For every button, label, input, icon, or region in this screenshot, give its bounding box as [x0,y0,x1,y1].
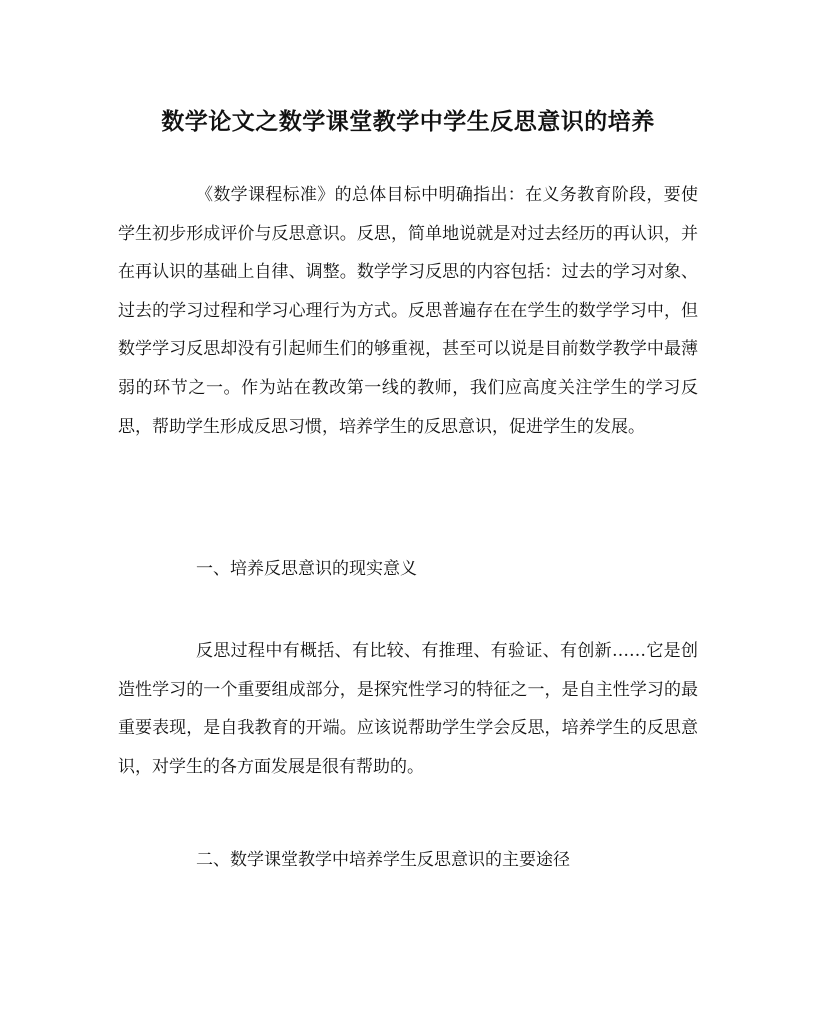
section-heading-2: 二、数学课堂教学中培养学生反思意识的主要途径 [196,850,570,870]
document-title: 数学论文之数学课堂教学中学生反思意识的培养 [161,108,655,135]
section-heading-1: 一、培养反思意识的现实意义 [196,559,417,579]
intro-paragraph: 《数学课程标准》的总体目标中明确指出：在义务教育阶段，要使学生初步形成评价与反思意识。反思，简单地说就是对过去经历的再认识，并在再认识的基础上自律、调整。数学学习反思的内容包括：过去的学习对象、过去的学习过程和学习心理行为方式。反思普遍存在在学生的数学学习中，但数学学习反思却没有引起师生们的够重视，甚至可以说是目前数学教学中最薄弱的环节之一。作为站在教改第一线的教师，我们应高度关注学生的学习反思，帮助学生形成反思习惯，培养学生的反思意识，促进学生的发展。 [118,185,698,437]
section-1-paragraph: 反思过程中有概括、有比较、有推理、有验证、有创新……它是创造性学习的一个重要组成部分，是探究性学习的特征之一，是自主性学习的最重要表现，是自我教育的开端。应该说帮助学生学会反思，培养学生的反思意识，对学生的各方面发展是很有帮助的。 [118,641,698,777]
